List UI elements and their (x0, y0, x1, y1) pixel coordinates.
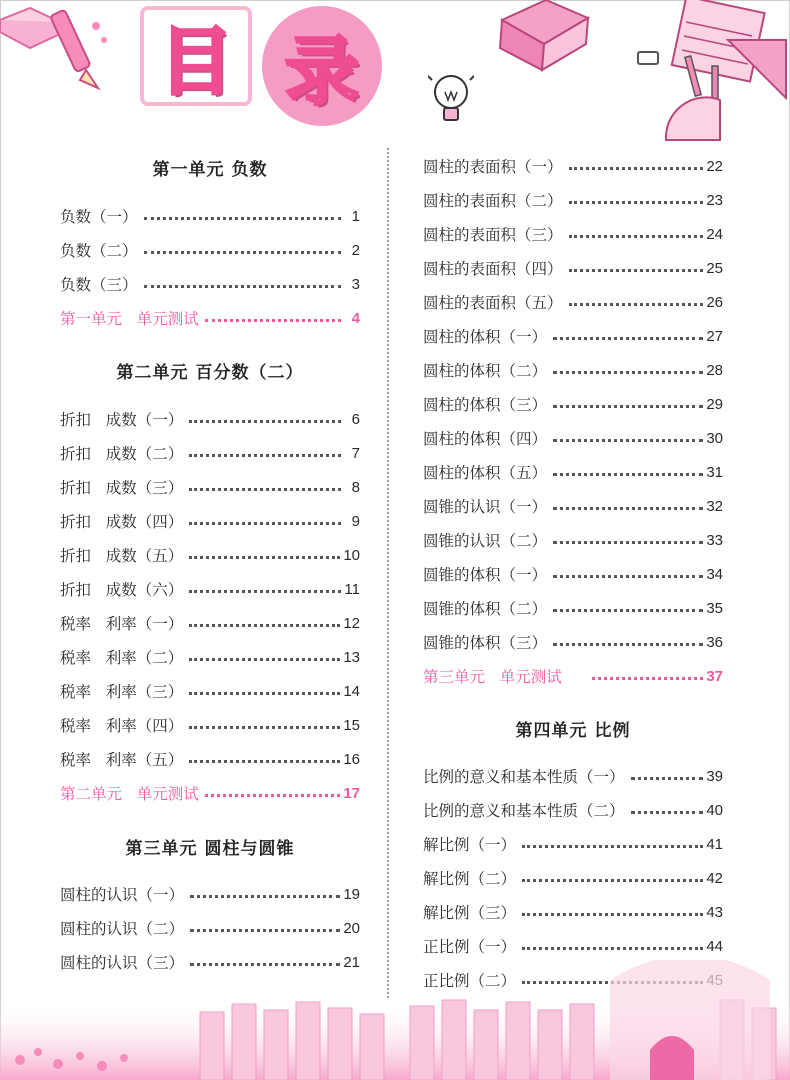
toc-entry[interactable]: 圆柱的体积（四） 30 (423, 429, 723, 448)
toc-entry[interactable]: 折扣 成数（三） 8 (60, 478, 360, 497)
toc-entry[interactable]: 正比例（二） (423, 969, 723, 991)
column-divider (387, 148, 389, 998)
toc-entry[interactable]: 折扣 成数（一） 6 (60, 410, 360, 429)
fence-scenery-illustration (0, 960, 790, 1080)
unit-4-heading: 第四单元 比例 (515, 721, 631, 741)
toc-entry[interactable]: 圆柱的表面积（四） 25 (423, 259, 723, 278)
stationery-icon (490, 0, 790, 150)
unit-2-test-entry[interactable]: 第二单元 单元测试 17 (60, 784, 360, 803)
toc-entry[interactable]: 圆柱的体积（三） 29 (423, 395, 723, 414)
toc-entry[interactable]: 比例的意义和基本性质（一） 39 (423, 767, 723, 786)
toc-entry[interactable]: 税率 利率（二） 13 (60, 648, 360, 667)
toc-entry[interactable]: 折扣 成数（六） 11 (60, 580, 360, 599)
toc-entry[interactable]: 税率 利率（四） 15 (60, 716, 360, 735)
toc-entry[interactable]: 税率 利率（五） 16 (60, 750, 360, 769)
toc-entry[interactable]: 折扣 成数（二） 7 (60, 444, 360, 463)
toc-entry[interactable]: 税率 利率（一） 12 (60, 614, 360, 633)
toc-entry[interactable]: 折扣 成数（四） 9 (60, 512, 360, 531)
toc-entry[interactable]: 圆柱的认识（一） 19 (60, 885, 360, 904)
title-char-2: 录 (262, 6, 382, 126)
toc-entry[interactable]: 圆柱的表面积（五） 26 (423, 293, 723, 312)
title-char-1: 目 (140, 6, 252, 106)
toc-entry[interactable]: 圆柱的体积（二） 28 (423, 361, 723, 380)
toc-entry[interactable]: 解比例（二） 42 (423, 869, 723, 888)
toc-entry[interactable]: 解比例（一） 41 (423, 835, 723, 854)
toc-entry[interactable]: 圆锥的体积（一） 34 (423, 565, 723, 584)
toc-entry[interactable]: 负数（三） 3 (60, 275, 360, 294)
toc-entry[interactable]: 税率 利率（三） 14 (60, 682, 360, 701)
toc-entry[interactable]: 圆柱的表面积（三） 24 (423, 225, 723, 244)
toc-entry[interactable]: 负数（一） 1 (60, 207, 360, 226)
toc-entry[interactable]: 圆柱的认识（三） 21 (60, 953, 360, 972)
toc-entry[interactable]: 圆柱的表面积（一） 22 (423, 157, 723, 176)
unit-3-test-entry[interactable]: 第三单元 单元测试 37 (423, 667, 723, 686)
toc-entry[interactable]: 圆锥的体积（三） 36 (423, 633, 723, 652)
unit-1-heading: 第一单元 负数 (152, 160, 268, 180)
toc-entry[interactable]: 正比例（一） 44 (423, 937, 723, 956)
toc-entry[interactable]: 折扣 成数（五） 10 (60, 546, 360, 565)
toc-entry[interactable]: 圆锥的认识（二） 33 (423, 531, 723, 550)
toc-entry[interactable]: 负数（二） 2 (60, 241, 360, 260)
unit-3-heading: 第三单元 圆柱与圆锥 (125, 839, 295, 859)
toc-entry[interactable]: 圆柱的认识（二） 20 (60, 919, 360, 938)
book-pencil-icon (0, 0, 110, 95)
toc-entry[interactable]: 圆柱的表面积（二） 23 (423, 191, 723, 210)
toc-entry[interactable]: 圆柱的体积（五） 31 (423, 463, 723, 482)
unit-2-heading: 第二单元 百分数（二） (116, 363, 304, 383)
toc-entry[interactable]: 圆锥的体积（二） 35 (423, 599, 723, 618)
toc-entry[interactable]: 圆锥的认识（一） 32 (423, 497, 723, 516)
unit-1-test-entry[interactable]: 第一单元 单元测试 4 (60, 309, 360, 328)
toc-entry[interactable]: 比例的意义和基本性质（二） 40 (423, 801, 723, 820)
toc-entry[interactable]: 解比例（三） 43 (423, 903, 723, 922)
toc-entry[interactable]: 圆柱的体积（一） 27 (423, 327, 723, 346)
lightbulb-icon (428, 70, 474, 132)
